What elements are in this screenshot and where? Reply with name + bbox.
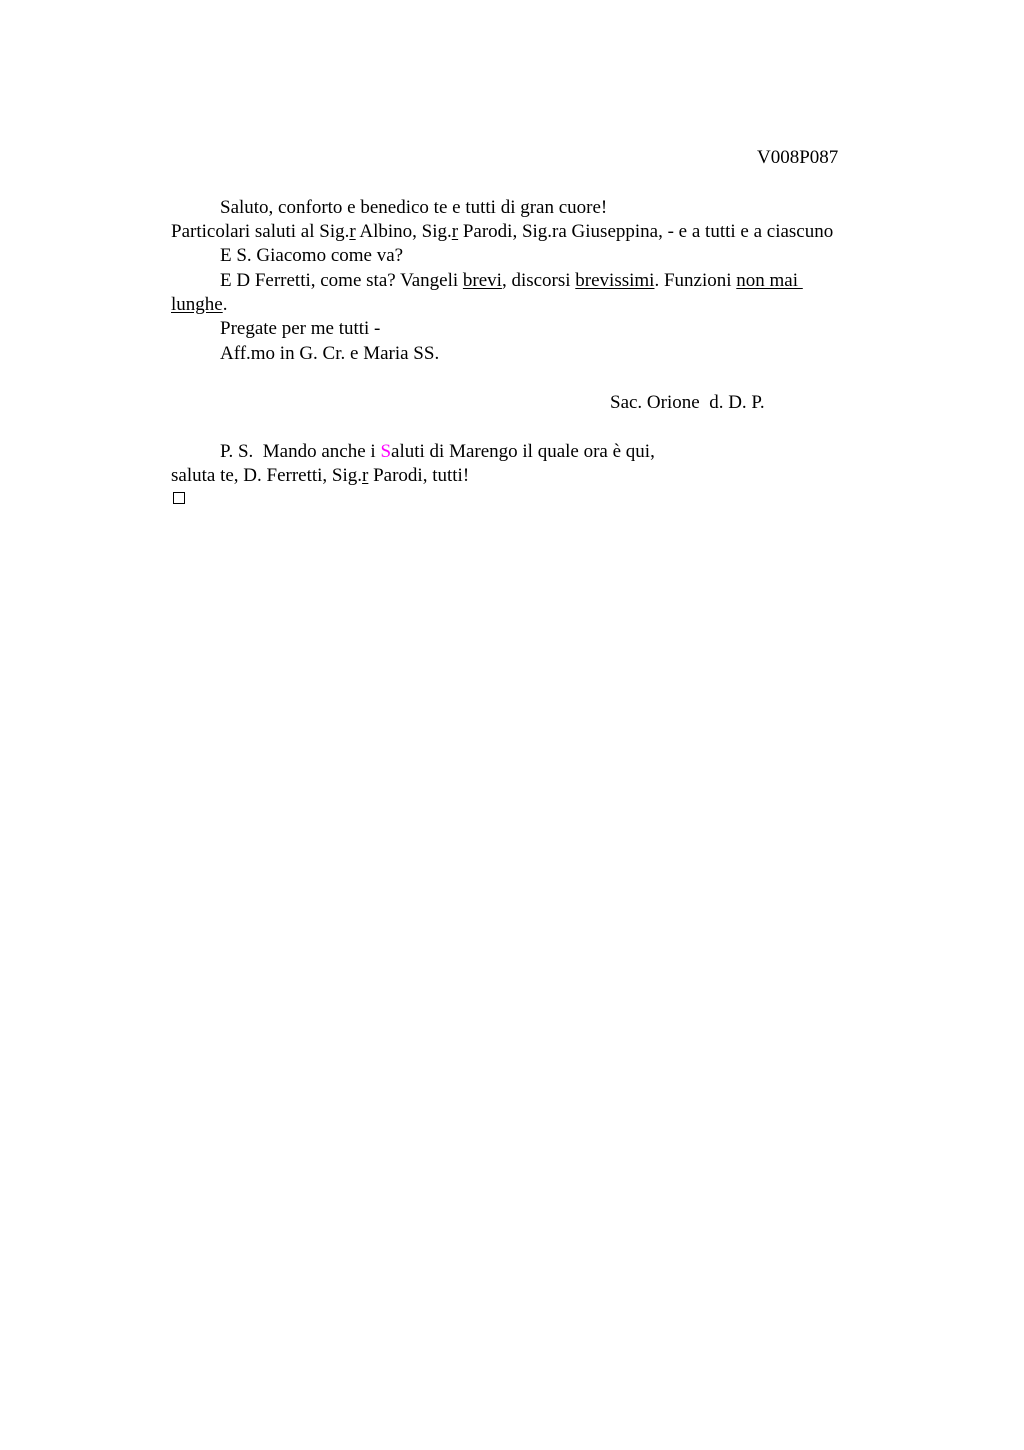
underlined-brevi: brevi xyxy=(462,270,502,291)
postscript-text-3: saluta te, D. Ferretti, Sig. xyxy=(171,465,363,486)
greeting-line: Saluto, conforto e benedico te e tutti di gran cuore! xyxy=(220,197,608,218)
postscript-text-2: aluti di Marengo il quale ora è qui, xyxy=(391,441,655,462)
underlined-brevissimi: brevissimi xyxy=(575,270,655,291)
postscript-superscript: r xyxy=(362,465,369,486)
highlighted-letter: S xyxy=(380,441,392,462)
regards-superscript-2: r xyxy=(451,221,459,242)
regards-superscript-1: r xyxy=(349,221,356,242)
regards-line xyxy=(171,220,833,244)
lunghe-period: . xyxy=(222,294,228,315)
prayer-line: Pregate per me tutti - xyxy=(220,318,381,339)
question-line: E S. Giacomo come va? xyxy=(220,245,404,266)
ferretti-text-2: , discorsi xyxy=(501,270,576,291)
postscript-line-1 xyxy=(220,440,655,464)
underlined-non-mai: non mai xyxy=(736,270,803,291)
postscript-text-1: P. S. Mando anche i xyxy=(220,441,381,462)
end-box-icon xyxy=(173,492,185,504)
regards-text-3: Parodi, Sig.ra Giuseppina, - e a tutti e a ciascuno xyxy=(458,221,834,242)
ferretti-text-1: E D Ferretti, come sta? Vangeli xyxy=(220,270,463,291)
signature: Sac. Orione d. D. P. xyxy=(610,392,765,413)
regards-text-1: Particolari saluti al Sig. xyxy=(171,221,350,242)
postscript-text-4: Parodi, tutti! xyxy=(368,465,470,486)
ferretti-text-3: . Funzioni xyxy=(654,270,737,291)
closing-line: Aff.mo in G. Cr. e Maria SS. xyxy=(220,343,440,364)
lunghe-line xyxy=(171,293,227,317)
ferretti-line xyxy=(220,269,803,293)
underlined-lunghe: lunghe xyxy=(171,294,223,315)
reference-code: V008P087 xyxy=(757,147,839,168)
regards-text-2: Albino, Sig. xyxy=(355,221,452,242)
postscript-line-2 xyxy=(171,464,469,488)
